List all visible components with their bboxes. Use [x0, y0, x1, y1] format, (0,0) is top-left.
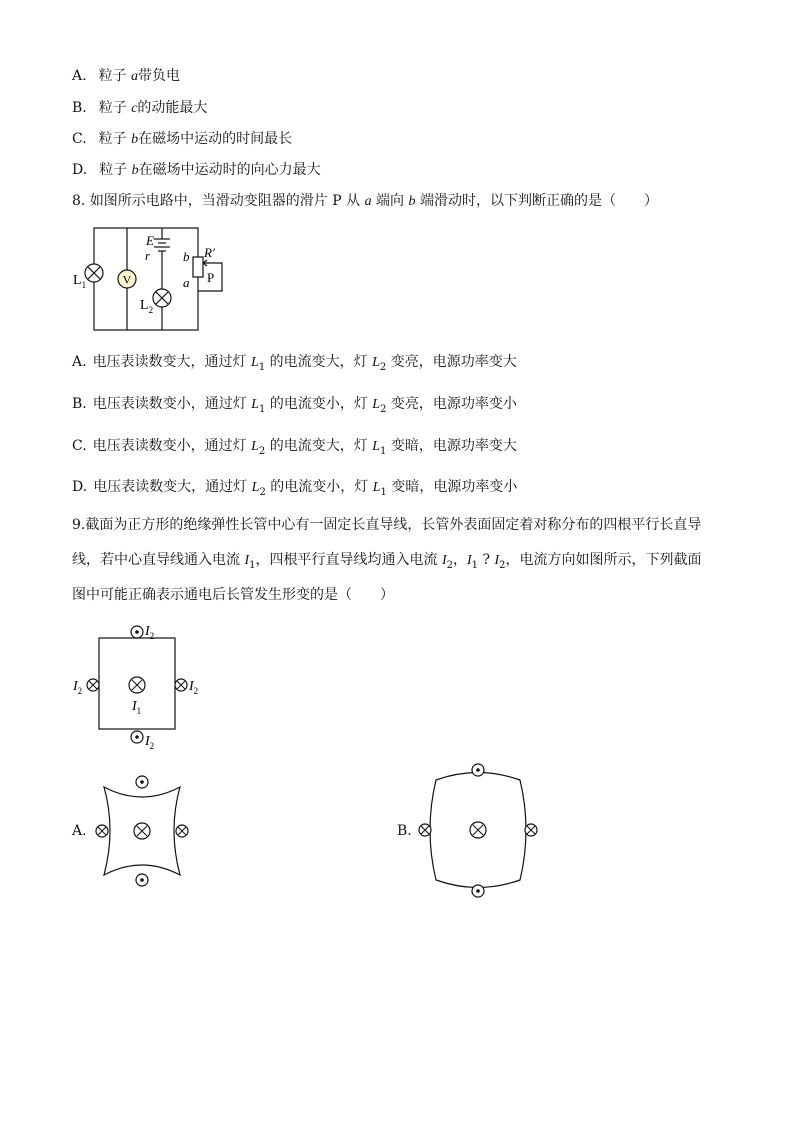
tube-cross-section-diagram [70, 618, 210, 753]
q9-option-a-figure [92, 772, 192, 890]
current-in-icon [470, 822, 486, 838]
q7-option-a: A. 粒子 a带负电 [72, 68, 181, 84]
circuit-diagram [70, 225, 240, 335]
lamp-l1-icon [85, 264, 103, 282]
q9-option-b-figure [414, 760, 542, 900]
svg-text:I2: $I_2$ [145, 624, 155, 641]
svg-text:P: P [207, 270, 215, 285]
lamp-l2-icon [153, 289, 171, 307]
q9-option-a-label: A. [72, 823, 87, 839]
current-in-icon [134, 823, 150, 839]
q7-option-c: C. 粒子 b在磁场中运动的时间最长 [72, 131, 293, 147]
q7-option-b: B. 粒子 c的动能最大 [72, 100, 208, 116]
current-out-icon [136, 874, 148, 886]
svg-text:a: a [183, 275, 190, 290]
q8-option-c: C. 电压表读数变小，通过灯 $L_2$ 的电流变大，灯 $L_1$ 变暗，电源功率变大 [72, 438, 517, 457]
q9-stem-line-2: 线，若中心直导线通入电流 $I_1$，四根平行直导线均通入电流 $I_2$，$I_1$ ? $I_2$，电流方向如图所示，下列截面 [72, 552, 702, 571]
svg-text:I2: $I_2$ [189, 679, 199, 696]
svg-text:I2: $I_2$ [73, 679, 83, 696]
option-key: A. [72, 68, 87, 84]
q8-option-b: B. 电压表读数变小，通过灯 $L_1$ 的电流变小，灯 $L_2$ 变亮，电源功率变小 [72, 396, 517, 415]
q9-stem-line-1: 9.截面为正方形的绝缘弹性长管中心有一固定长直导线，长管外表面固定着对称分布的四根平行长直导 [72, 517, 702, 533]
svg-text:E: E [146, 233, 154, 248]
option-key: B. [72, 100, 87, 116]
svg-text:r: r [145, 248, 151, 263]
svg-text:V: V [122, 272, 132, 287]
svg-text:I2: $I_2$ [145, 734, 155, 751]
current-out-icon [472, 764, 484, 776]
svg-text:I1: $I_1$ [132, 699, 142, 716]
svg-text:L2: $L_2$ [140, 298, 154, 315]
svg-text:L1: $L_1$ [73, 273, 87, 290]
current-in-icon [176, 825, 188, 837]
current-in-icon [87, 679, 99, 691]
current-out-icon [136, 776, 148, 788]
q7-option-d: D. 粒子 b在磁场中运动时的向心力最大 [72, 162, 321, 178]
current-in-icon [96, 825, 108, 837]
q8-stem: 8. 如图所示电路中，当滑动变阻器的滑片 P 从 a 端向 b 端滑动时，以下判断正确的是（ ） [72, 193, 658, 209]
current-in-icon [525, 824, 537, 836]
q8-option-d: D. 电压表读数变大，通过灯 $L_2$ 的电流变小，灯 $L_1$ 变暗，电源功率变小 [72, 479, 518, 498]
svg-text:b: b [183, 249, 190, 264]
option-key: C. [72, 131, 87, 147]
voltmeter-icon [118, 270, 136, 288]
q9-stem-line-3: 图中可能正确表示通电后长管发生形变的是（ ） [72, 587, 394, 603]
svg-text:R′: R′ [204, 245, 215, 260]
current-in-icon [419, 824, 431, 836]
current-out-icon [131, 731, 143, 743]
current-in-icon [129, 677, 145, 693]
current-in-icon [175, 679, 187, 691]
option-key: D. [72, 162, 88, 178]
q8-option-a: A. 电压表读数变大，通过灯 $L_1$ 的电流变大，灯 $L_2$ 变亮，电源功率变大 [72, 354, 517, 373]
q9-option-b-label: B. [397, 823, 412, 839]
current-out-icon [472, 885, 484, 897]
current-out-icon [131, 626, 143, 638]
